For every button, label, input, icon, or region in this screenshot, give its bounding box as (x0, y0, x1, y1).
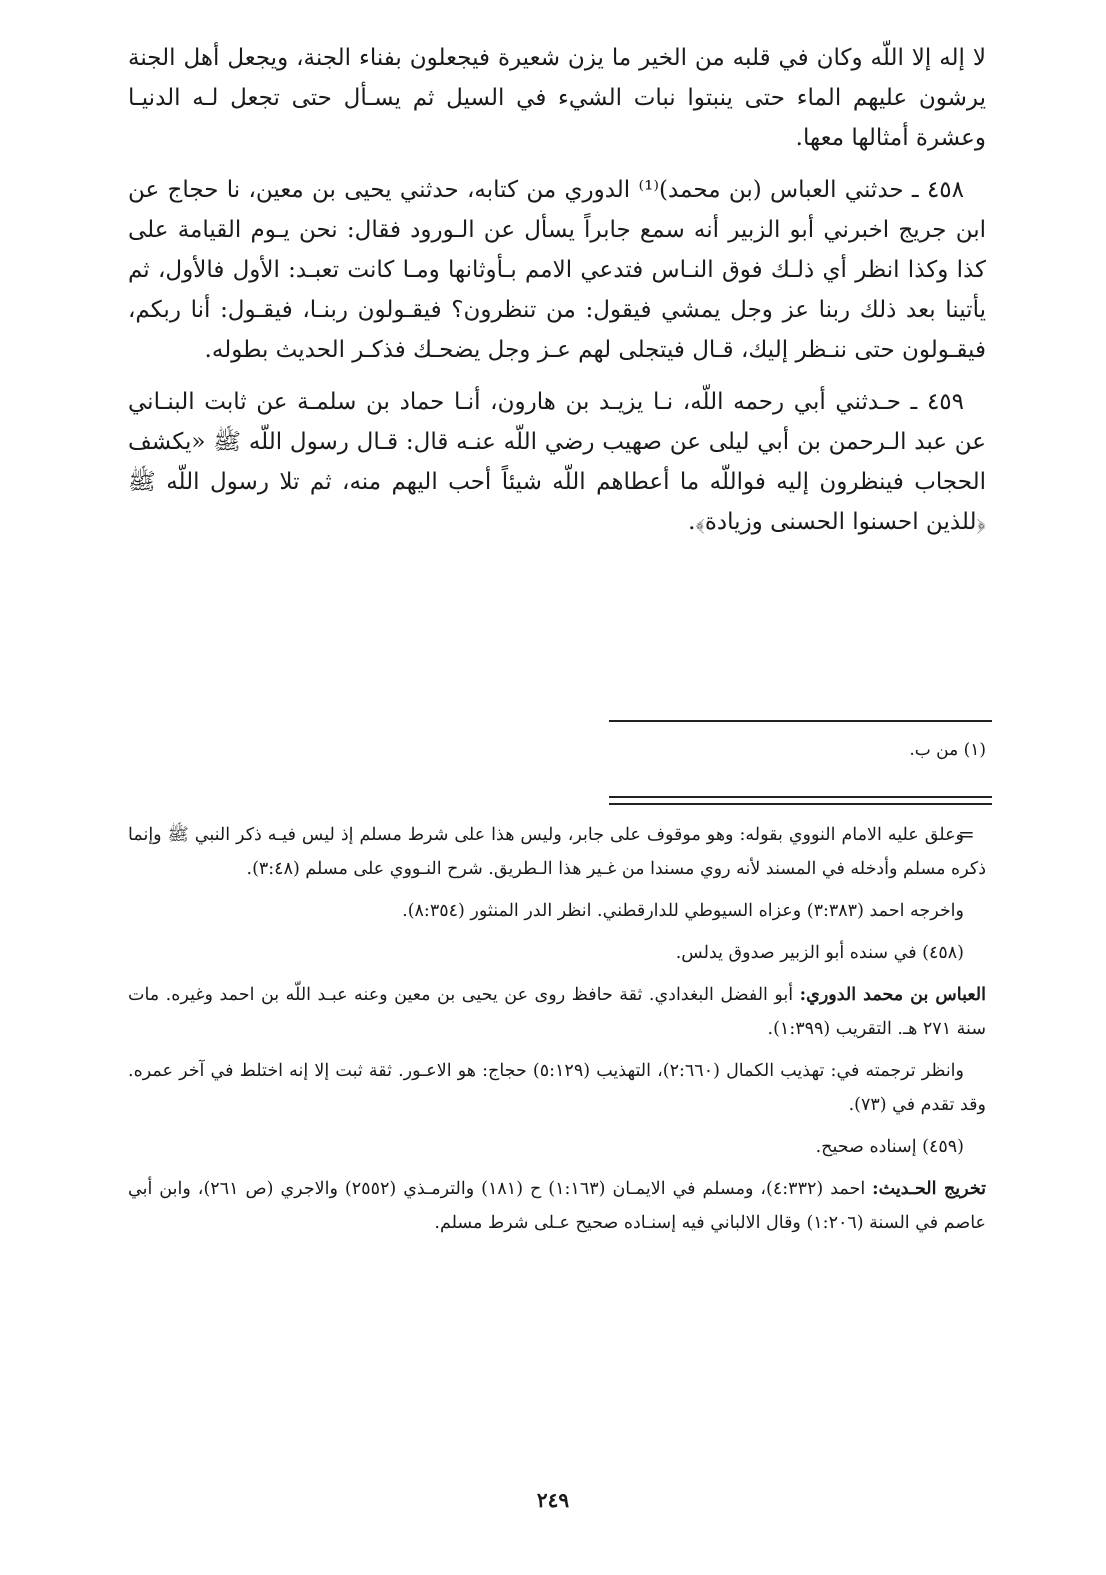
page-number: ٢٤٩ (536, 1488, 570, 1512)
main-text (128, 38, 986, 554)
footnote-separator (609, 720, 992, 722)
note-459-grading: (٤٥٩) إسناده صحيح. (815, 1137, 964, 1157)
continuation-mark: = (958, 822, 975, 846)
note-abbas-bio (128, 978, 986, 1046)
note-takhrij-heading: تخريج الحـديث: (872, 1179, 987, 1199)
note-458-grading: (٤٥٨) في سنده أبو الزبير صدوق يدلس. (675, 943, 964, 963)
hadith-459: ٤٥٩ ـ حـدثني أبي رحمه اللّه، نـا يزيـد بن هارون، أنـا حماد بن سلمـة عن ثابت البنـاني عن عبد الـرحمن بن أبي ليلى عن صهيب رضي اللّه عنـه قال: قـال رسول اللّه ﷺ «يكشف الحجاب فينظرون إليه فواللّه ما أعطاهم اللّه شيئاً أحب اليهم منه، ثم تلا رسول اللّه ﷺ ﴿للذين احسنوا الحسنى وزيادة﴾. (128, 389, 986, 535)
note-ahmad-takhrij: واخرجه احمد (٣:٣٨٣) وعزاه السيوطي للدارقطني. انظر الدر المنثور (٨:٣٥٤). (402, 901, 964, 921)
paragraph-continuation: لا إله إلا اللّه وكان في قلبه من الخير ما يزن شعيرة فيجعلون بفناء الجنة، ويجعل أهل الجنة يرشون عليهم الماء حتى ينبتوا نبات الشيء في السيل ثم يسـأل حتى تجعل لـه الدنيـا وعشرة أمثالها معها. (128, 45, 986, 151)
note-abbas-bio-heading: العباس بن محمد الدوري: (799, 985, 986, 1005)
note-takhrij-text: احمد (٤:٣٣٢)، ومسلم في الايمـان (١:١٦٣) ح (١٨١) والترمـذي (٢٥٥٢) والاجري (ص ٢٦١)، وابن أبي عاصم في السنة (١:٢٠٦) وقال الالباني فيه إسنـاده صحيح عـلى شرط مسلم. (128, 1179, 986, 1233)
footnote-1: (١) من ب. (909, 740, 986, 760)
notes-separator (609, 796, 992, 805)
hadith-458: ٤٥٨ ـ حدثني العباس (بن محمد)⁽¹⁾ الدوري من كتابه، حدثني يحيى بن معين، نا حجاج عن ابن جريج اخبرني أبو الزبير أنه سمع جابراً يسأل عن الـورود فقال: نحن يـوم القيامة على كذا وكذا انظر أي ذلـك فوق النـاس فتدعي الامم بـأوثانها ومـا كانت تعبـد: الأول فالأول، ثم يأتينا بعد ذلك ربنا عز وجل يمشي فيقول: من تنظرون؟ فيقـولون ربنـا، فيقـول: أنا ربكم، فيقـولون حتى ننـظر إليك، قـال فيتجلى لهم عـز وجل يضحـك فذكـر الحديث بطوله. (128, 177, 986, 363)
note-takhrij-459 (128, 1172, 986, 1240)
footnote-block (128, 735, 986, 765)
note-abbas-bio-text: أبو الفضل البغدادي. ثقة حافظ روى عن يحيى بن معين وعنه عبـد اللّه بن احمد وغيره. مات سنة ٢٧١ هـ. التقريب (١:٣٩٩). (128, 985, 986, 1039)
note-nawawi: وعلق عليه الامام النووي بقوله: وهو موقوف على جابر، وليس هذا على شرط مسلم إذ ليس فيـه ذكر النبي ﷺ وإنما ذكره مسلم وأدخله في المسند لأنه روي مسندا من غـير هذا الـطريق. شرح النـووي على مسلم (٣:٤٨). (128, 825, 986, 879)
note-tarjama: وانظر ترجمته في: تهذيب الكمال (٢:٦٦٠)، التهذيب (٥:١٢٩) حجاج: هو الاعـور. ثقة ثبت إلا إنه اختلط في آخر عمره. وقد تقدم في (٧٣). (128, 1061, 986, 1115)
editor-notes (128, 818, 986, 1248)
